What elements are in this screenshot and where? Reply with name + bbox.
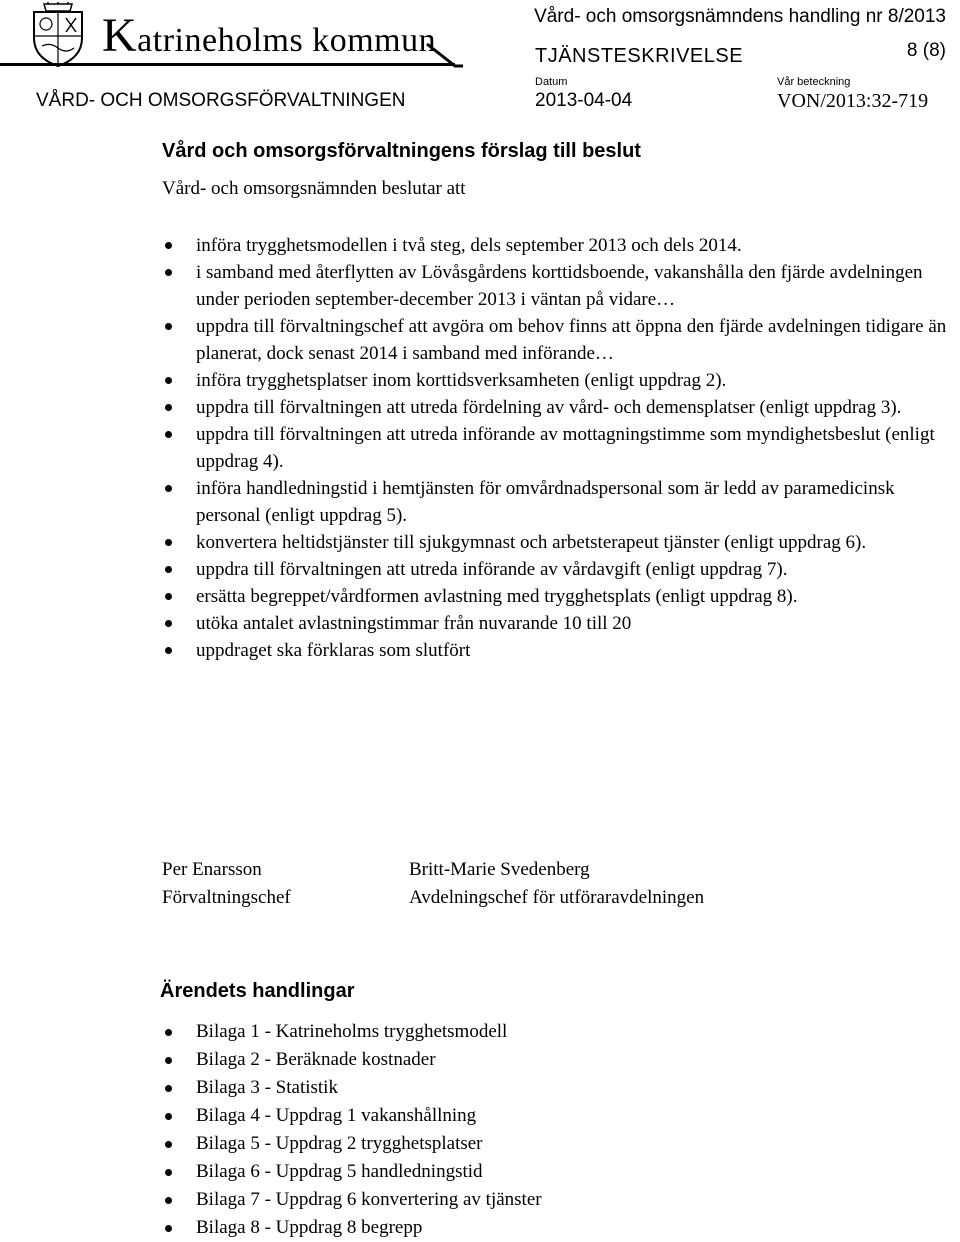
list-item: uppdra till förvaltningschef att avgöra om behov finns att öppna den fjärde avdelningen tidigare än planerat, dock senast 2014 i samband med införande… bbox=[162, 313, 952, 367]
signatory-name: Britt-Marie Svedenberg bbox=[409, 859, 590, 880]
signatory-name: Per Enarsson bbox=[162, 859, 262, 880]
proposal-list bbox=[162, 232, 952, 664]
list-item: konvertera heltidstjänster till sjukgymnast och arbetsterapeut tjänster (enligt uppdrag 6). bbox=[162, 529, 952, 556]
reference-value: VON/2013:32-719 bbox=[777, 90, 929, 112]
document-series: Vård- och omsorgsnämndens handling nr 8/2013 bbox=[534, 6, 946, 27]
attachment-item: Bilaga 1 - Katrineholms trygghetsmodell bbox=[162, 1018, 542, 1046]
signature-block-right bbox=[409, 856, 704, 912]
proposal-heading: Vård och omsorgsförvaltningens förslag till beslut bbox=[162, 140, 641, 162]
attachment-item: Bilaga 7 - Uppdrag 6 konvertering av tjänster bbox=[162, 1186, 542, 1214]
municipality-name: Katrineholms kommun bbox=[102, 9, 437, 62]
list-item: införa trygghetsmodellen i två steg, dels september 2013 och dels 2014. bbox=[162, 232, 952, 259]
list-item: införa handledningstid i hemtjänsten för omvårdnadspersonal som är ledd av paramedicinsk personal (enligt uppdrag 5). bbox=[162, 475, 952, 529]
header-swoosh-decoration bbox=[425, 42, 465, 68]
attachment-item: Bilaga 5 - Uppdrag 2 trygghetsplatser bbox=[162, 1130, 542, 1158]
attachment-item: Bilaga 6 - Uppdrag 5 handledningstid bbox=[162, 1158, 542, 1186]
attachment-item: Bilaga 2 - Beräknade kostnader bbox=[162, 1046, 542, 1074]
list-item: i samband med återflytten av Lövåsgårdens korttidsboende, vakanshålla den fjärde avdelningen under perioden september-december 2013 i väntan på vidare… bbox=[162, 259, 952, 313]
attachments-heading: Ärendets handlingar bbox=[160, 980, 355, 1002]
proposal-intro: Vård- och omsorgsnämnden beslutar att bbox=[162, 178, 466, 199]
list-item: uppdraget ska förklaras som slutfört bbox=[162, 637, 952, 664]
date-label: Datum bbox=[535, 76, 568, 88]
attachment-item: Bilaga 4 - Uppdrag 1 vakanshållning bbox=[162, 1102, 542, 1130]
list-item: uppdra till förvaltningen att utreda fördelning av vård- och demensplatser (enligt uppdrag 3). bbox=[162, 394, 952, 421]
municipality-crest-logo bbox=[30, 2, 86, 68]
document-type: TJÄNSTESKRIVELSE bbox=[535, 45, 744, 67]
department-name: VÅRD- OCH OMSORGSFÖRVALTNINGEN bbox=[36, 90, 406, 111]
date-value: 2013-04-04 bbox=[535, 90, 633, 111]
list-item: ersätta begreppet/vårdformen avlastning med trygghetsplats (enligt uppdrag 8). bbox=[162, 583, 952, 610]
signatory-title: Förvaltningschef bbox=[162, 887, 291, 908]
list-item: införa trygghetsplatser inom korttidsverksamheten (enligt uppdrag 2). bbox=[162, 367, 952, 394]
list-item: uppdra till förvaltningen att utreda införande av vårdavgift (enligt uppdrag 7). bbox=[162, 556, 952, 583]
header-rule bbox=[0, 63, 455, 66]
signatory-title: Avdelningschef för utföraravdelningen bbox=[409, 887, 705, 908]
list-item: uppdra till förvaltningen att utreda införande av mottagningstimme som myndighetsbeslut (enligt uppdrag 4). bbox=[162, 421, 952, 475]
page-number: 8 (8) bbox=[906, 40, 946, 61]
list-item: utöka antalet avlastningstimmar från nuvarande 10 till 20 bbox=[162, 610, 952, 637]
reference-label: Vår beteckning bbox=[777, 76, 851, 88]
attachment-item: Bilaga 3 - Statistik bbox=[162, 1074, 542, 1102]
signature-block-left bbox=[162, 856, 291, 912]
attachment-item: Bilaga 8 - Uppdrag 8 begrepp bbox=[162, 1214, 542, 1242]
attachments-list bbox=[162, 1018, 542, 1242]
